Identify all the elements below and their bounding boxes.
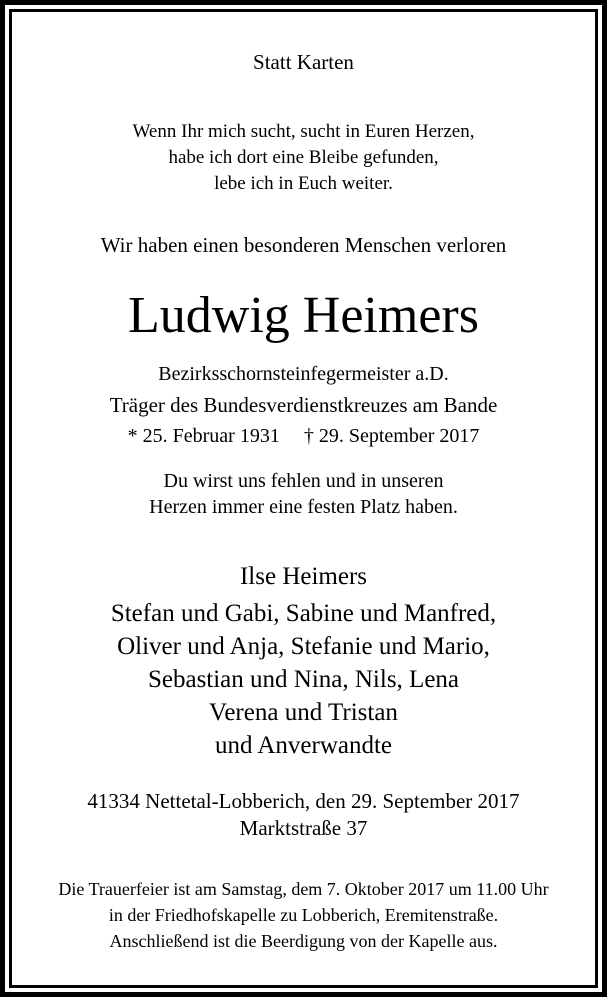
profession-line: Bezirksschornsteinfegermeister a.D.: [158, 363, 449, 385]
funeral-info-line: Anschließend ist die Beerdigung von der Kapelle aus.: [109, 931, 498, 951]
funeral-info-line: in der Friedhofskapelle zu Lobberich, Eremitenstraße.: [108, 905, 499, 925]
mourner-line: und Anverwandte: [214, 732, 393, 759]
funeral-info: [12, 876, 595, 954]
mourner-line: Sebastian und Nina, Nils, Lena: [147, 666, 460, 693]
place-date-block: [12, 788, 595, 842]
tribute-line: Du wirst uns fehlen und in unseren: [163, 470, 444, 492]
obituary-inner-frame: [9, 9, 598, 988]
mourner-line: Verena und Tristan: [209, 699, 398, 726]
tribute-line: Herzen immer eine festen Platz haben.: [149, 496, 458, 518]
place-date-line: 41334 Nettetal-Lobberich, den 29. September 2017: [87, 789, 520, 813]
chief-mourner: Ilse Heimers: [239, 563, 368, 590]
memorial-verse-line: lebe ich in Euch weiter.: [214, 173, 393, 194]
preface-line: Statt Karten: [253, 50, 354, 74]
tribute-text: [12, 468, 595, 520]
honor-line: Träger des Bundesverdienstkreuzes am Bande: [109, 393, 498, 417]
mourners-list: [12, 597, 595, 762]
intro-line: Wir haben einen besonderen Menschen verloren: [100, 233, 507, 257]
death-date: † 29. September 2017: [303, 425, 480, 447]
memorial-verse-line: habe ich dort eine Bleibe gefunden,: [168, 147, 439, 168]
deceased-name: Ludwig Heimers: [128, 287, 479, 344]
memorial-verse-line: Wenn Ihr mich sucht, sucht in Euren Herzen,: [132, 121, 475, 142]
funeral-info-line: Die Trauerfeier ist am Samstag, dem 7. Oktober 2017 um 11.00 Uhr: [58, 879, 549, 899]
mourner-line: Stefan und Gabi, Sabine und Manfred,: [110, 600, 497, 627]
birth-date: * 25. Februar 1931: [127, 425, 280, 447]
life-dates: [12, 421, 595, 452]
address-line: Marktstraße 37: [239, 816, 368, 840]
memorial-verse: [12, 119, 595, 197]
mourner-line: Oliver und Anja, Stefanie und Mario,: [117, 633, 490, 660]
